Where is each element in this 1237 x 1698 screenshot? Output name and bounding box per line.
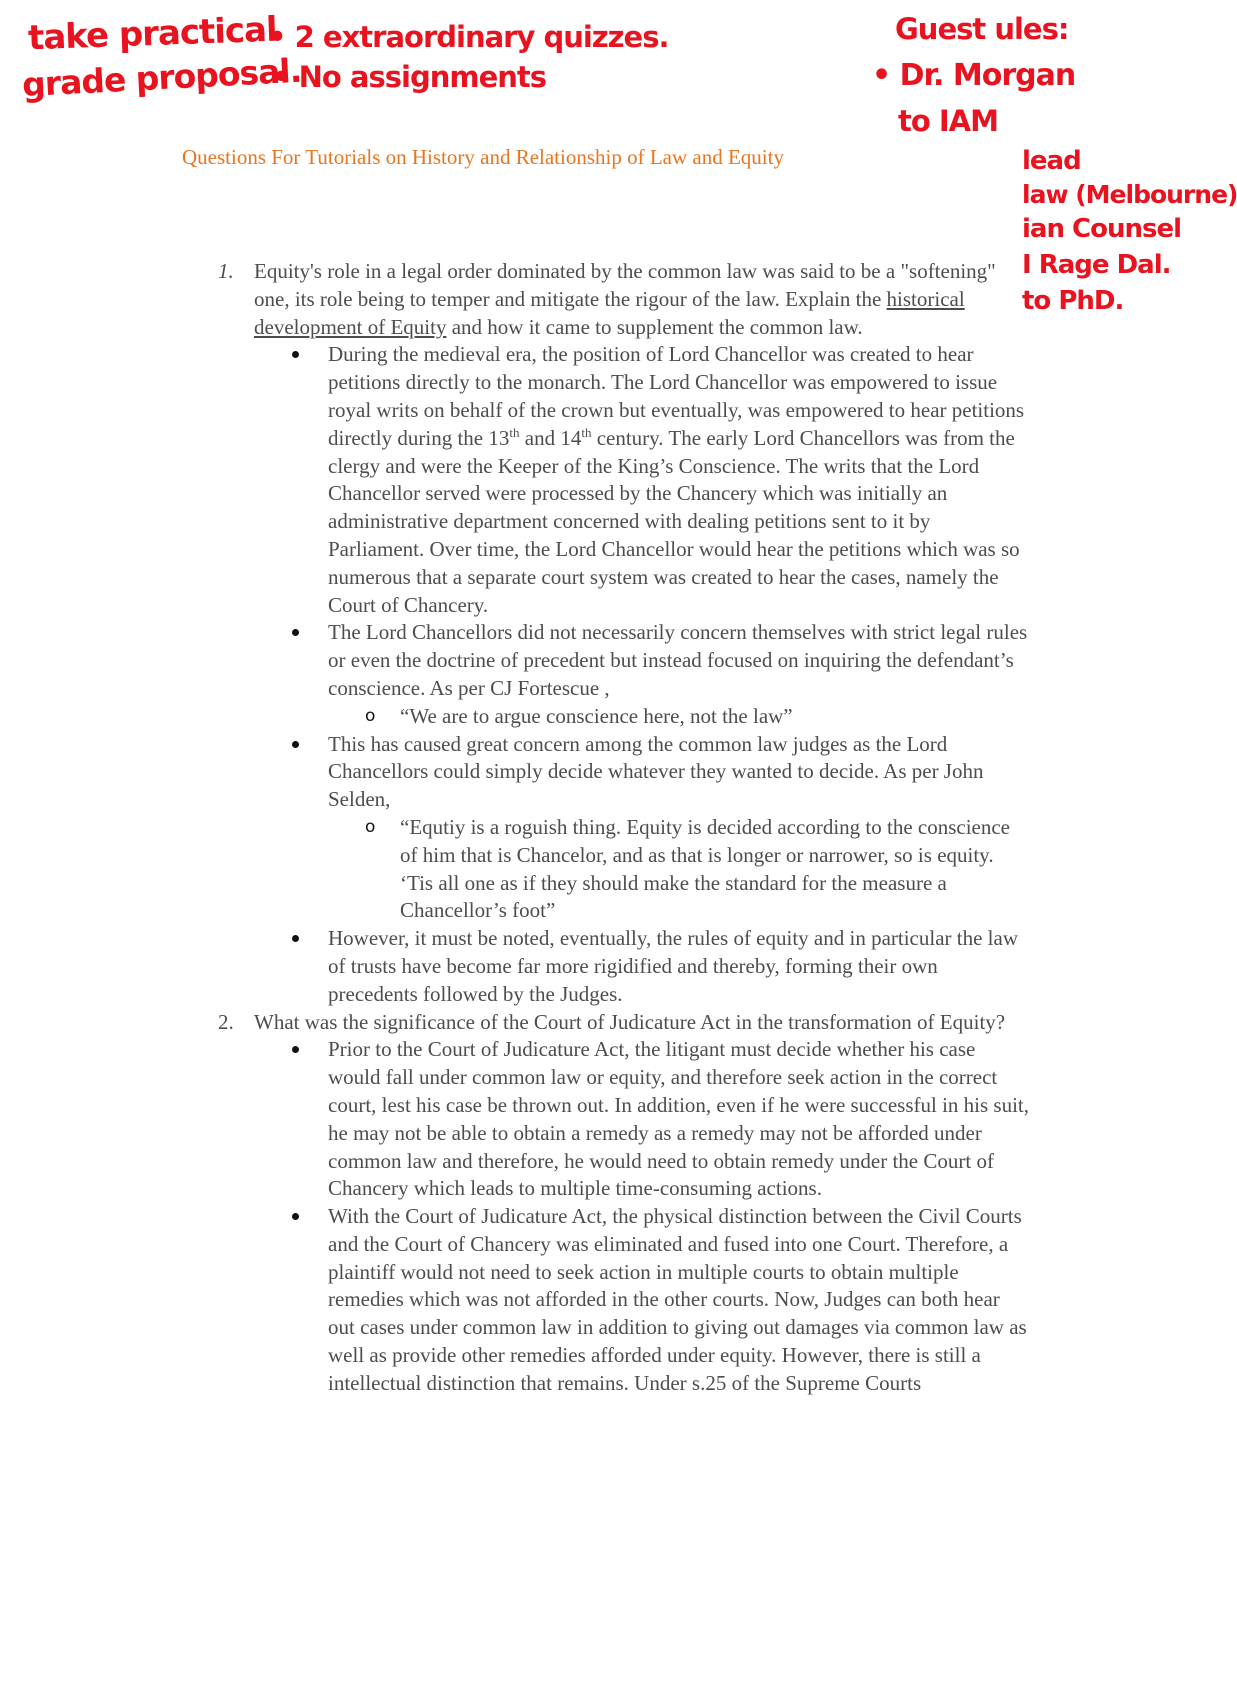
handwritten-note: to IAM	[898, 104, 998, 138]
quote-text: “We are to argue conscience here, not the law”	[400, 703, 793, 728]
handwritten-note: grade proposal.	[21, 50, 303, 105]
bullet-item	[210, 341, 1030, 619]
superscript: th	[509, 424, 520, 440]
question-number: 1.	[218, 259, 234, 283]
sub-bullet-item	[210, 814, 1030, 925]
handwritten-note: • 2 extraordinary quizzes.	[268, 20, 669, 54]
handwritten-note: lead	[1022, 146, 1081, 176]
handwritten-note: • No assignments	[272, 60, 547, 94]
question-number: 2.	[218, 1009, 234, 1034]
bullet-text: During the medieval era, the position of Lord Chancellor was created to hear petitions directly to the monarch. The Lord Chancellor was empowered to issue royal writs on behalf of the crown but eventually, was empowered to hear petitions directly during the 13	[328, 342, 1025, 450]
handwritten-note: take practical	[27, 9, 278, 59]
bullet-item	[210, 1036, 1030, 1203]
bullet-text: and 14	[519, 425, 582, 450]
question-1	[210, 258, 1030, 341]
bullet-item	[210, 619, 1030, 702]
bullet-text: Prior to the Court of Judicature Act, the litigant must decide whether his case would fall under common law or equity, and therefore seek action in the correct court, lest his case be thrown out. In addition, even if he were successful in his suit, he may not be able to obtain a remedy as a remedy may not be afforded under common law and therefore, he would need to obtain remedy under the Court of Chancery which leads to multiple time-consuming actions.	[328, 1037, 1029, 1201]
handwritten-note: ian Counsel	[1022, 214, 1182, 244]
bullet-item	[210, 925, 1030, 1008]
handwritten-note: • Dr. Morgan	[872, 58, 1076, 93]
superscript: th	[581, 424, 592, 440]
document-body	[210, 258, 1030, 1398]
handwritten-note: I Rage Dal.	[1022, 250, 1171, 280]
sub-bullet-item	[210, 703, 1030, 731]
question-text: Equity's role in a legal order dominated by the common law was said to be a "softening" one, its role being to temper and mitigate the rigour of the law. Explain the	[254, 259, 996, 311]
bullet-text: The Lord Chancellors did not necessarily concern themselves with strict legal rules or even the doctrine of precedent but instead focused on inquiring the defendant’s conscience. As per CJ Fortescue ,	[328, 620, 1028, 700]
handwritten-note: Guest ules:	[895, 12, 1069, 46]
question-2	[210, 1009, 1030, 1037]
question-text: What was the significance of the Court of Judicature Act in the transformation of Equity?	[254, 1009, 1006, 1034]
bullet-text: With the Court of Judicature Act, the physical distinction between the Civil Courts and the Court of Chancery was eliminated and fused into one Court. Therefore, a plaintiff would not need to seek action in multiple courts to obtain multiple remedies which was not afforded in the other courts. Now, Judges can both hear out cases under common law in addition to giving out damages via common law as well as provide other remedies afforded under equity. However, there is still a intellectual distinction that remains. Under s.25 of the Supreme Courts	[328, 1204, 1027, 1395]
bullet-text: This has caused great concern among the common law judges as the Lord Chancellors could simply decide whatever they wanted to decide. As per John Selden,	[328, 731, 984, 812]
bullet-item	[210, 731, 1030, 814]
handwritten-note: to PhD.	[1022, 286, 1124, 316]
bullet-text: century. The early Lord Chancellors was from the clergy and were the Keeper of the King’s Conscience. The writs that the Lord Chancellor served were processed by the Chancery which was initially an administrative department concerned with dealing petitions sent to it by Parliament. Over time, the Lord Chancellor would hear the petitions which was so numerous that a separate court system was created to hear the cases, namely the Court of Chancery.	[328, 425, 1020, 617]
underlined-phrase: historical development of Equity	[254, 286, 965, 339]
question-text: and how it came to supplement the common law.	[446, 314, 863, 339]
bullet-text: However, it must be noted, eventually, the rules of equity and in particular the law of trusts have become far more rigidified and thereby, forming their own precedents followed by the Judges.	[328, 926, 1019, 1006]
sub-bullet-marker: o	[365, 816, 376, 837]
document-title: Questions For Tutorials on History and Relationship of Law and Equity	[182, 145, 784, 169]
bullet-item	[210, 1203, 1030, 1398]
quote-text: “Equtiy is a roguish thing. Equity is decided according to the conscience of him that is Chancelor, and as that is longer or narrower, so is equity. ‘Tis all one as if they should make the standard for the measure a Chancellor’s foot”	[400, 814, 1011, 923]
sub-bullet-marker: o	[365, 705, 376, 726]
handwritten-note: law (Melbourne)	[1022, 180, 1237, 209]
